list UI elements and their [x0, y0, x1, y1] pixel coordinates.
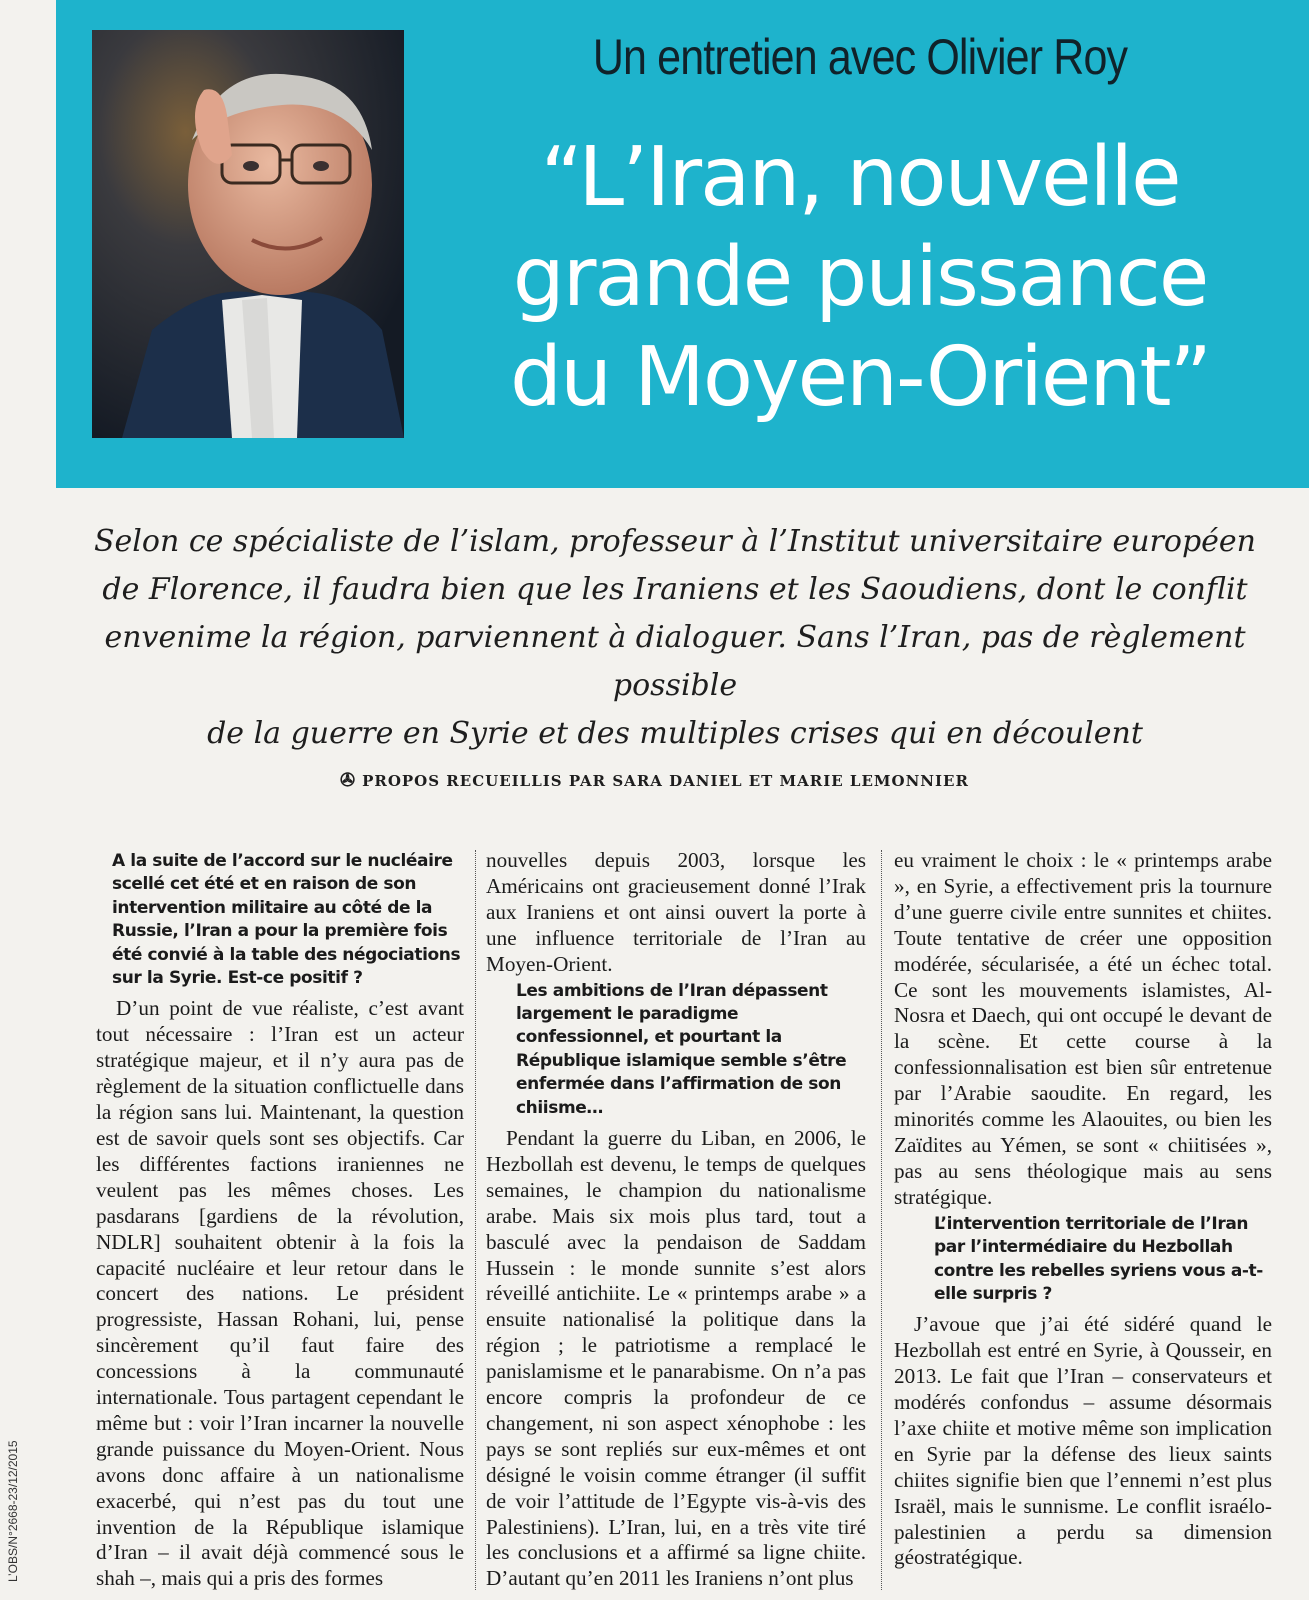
text-column-3	[894, 848, 1272, 1598]
article-kicker: Un entretien avec Olivier Roy	[592, 29, 1128, 85]
column-divider	[881, 850, 882, 1590]
text-column-1	[96, 848, 464, 1598]
standfirst-line: de la guerre en Syrie et des multiples crises qui en découlent	[207, 716, 1143, 751]
answer-continuation: eu vraiment le choix : le « printemps arabe », en Syrie, a effectivement pris la tournure d’une guerre civile entre sunnites et chiites. Toute tentative de créer une opposition modérée, sécularisée, a été un échec total. Ce sont les mouvements islamistes, Al-Nosra et Daech, qui ont occupé le devant de la scène. Et cette course à la confessionnalisation est bien sûr entretenue par l’Arabie saoudite. En regard, les minorités comme les Alaouites, ou bien les Zaïdites au Yémen, se sont « chiitisées », pas au sens théologique mais au sens stratégique.	[894, 848, 1272, 1209]
headline-line: du Moyen-Orient”	[510, 330, 1210, 425]
byline	[340, 770, 1040, 791]
interview-answer: D’un point de vue réaliste, c’est avant tout nécessaire : l’Iran est un acteur stratégique majeur, et il n’y aura pas de règlement de la situation conflictuelle dans la région sans lui. Maintenant, la question est de savoir quels sont ses objectifs. Car les différentes factions iraniennes ne veulent pas les mêmes choses. Les pasdarans [gardiens de la révolution, NDLR] souhaitent obtenir à la fois la capacité nucléaire et leur retour dans le concert des nations. Le président progressiste, Hassan Rohani, lui, pense sincèrement qu’il faut faire des concessions à la communauté internationale. Tous partagent cependant le même but : voir l’Iran incarner la nouvelle grande puissance du Moyen-Orient. Nous avons donc affaire à un nationalisme exacerbé, qui n’est pas du tout une invention de la République islamique d’Iran – il avait déjà commencé sous le shah –, mais qui a pris des formes	[96, 996, 464, 1591]
article-headline	[440, 128, 1280, 428]
interview-question: L’intervention territoriale de l’Iran par l’intermédiaire du Hezbollah contre les rebelles syriens vous a-t-elle surpris ?	[934, 1213, 1263, 1304]
column-divider	[475, 850, 476, 1590]
interview-answer: J’avoue que j’ai été sidéré quand le Hezbollah est entré en Syrie, à Qousseir, en 2013. Le fait que l’Iran – conservateurs et modérés confondus – assume désormais l’axe chiite et motive même son implication en Syrie par la défense des lieux saints chiites signifie bien que l’ennemi n’est plus Israël, mais le sunnisme. Le conflit israélo-palestinien a perdu sa dimension géostratégique.	[894, 1312, 1272, 1570]
headline-line: “L’Iran, nouvelle	[540, 130, 1180, 225]
interview-question: A la suite de l’accord sur le nucléaire scellé cet été et en raison de son intervention militaire au côté de la Russie, l’Iran a pour la première fois été convié à la table des négociations sur la Syrie. Est-ce positif ?	[112, 851, 461, 989]
article-standfirst	[60, 518, 1290, 758]
standfirst-line: de Florence, il faudra bien que les Iraniens et les Saoudiens, dont le conflit	[102, 572, 1248, 607]
interview-answer: Pendant la guerre du Liban, en 2006, le Hezbollah est devenu, le temps de quelques semaines, le champion du nationalisme arabe. Mais six mois plus tard, tout a basculé avec la pendaison de Saddam Hussein : le monde sunnite s’est alors réveillé antichiite. Le « printemps arabe » a ensuite nationalisé la politique dans la région ; le patriotisme a remplacé le panislamisme et le panarabisme. On n’a pas encore compris la profondeur de ce changement, ni son aspect xénophobe : les pays se sont repliés sur eux-mêmes et ont désigné le voisin comme étranger (il suffit de voir l’attitude de l’Egypte vis-à-vis des Palestiniens). L’Iran, lui, en a très vite tiré les conclusions et a affirmé sa ligne chiite. D’autant qu’en 2011 les Iraniens n’ont plus	[486, 1125, 866, 1591]
standfirst-line: Selon ce spécialiste de l’islam, professeur à l’Institut universitaire européen	[94, 524, 1256, 559]
page-folio: L’OBS/N°2668-23/12/2015	[6, 1440, 20, 1582]
byline-text: PROPOS RECUEILLIS PAR SARA DANIEL ET MARIE LEMONNIER	[362, 772, 969, 790]
answer-continuation: nouvelles depuis 2003, lorsque les Américains ont gracieusement donné l’Irak aux Iraniens et ont ainsi ouvert la porte à une influence territoriale de l’Iran au Moyen-Orient.	[486, 848, 866, 976]
interview-question: Les ambitions de l’Iran dépassent largement le paradigme confessionnel, et pourtant la République islamique semble s’être enfermée dans l’affirmation de son chiisme…	[516, 980, 847, 1118]
portrait-photo	[92, 30, 404, 438]
standfirst-line: envenime la région, parviennent à dialoguer. Sans l’Iran, pas de règlement possible	[104, 620, 1246, 703]
headline-line: grande puissance	[512, 230, 1208, 325]
text-column-2	[486, 848, 866, 1598]
star-icon: ✇	[340, 770, 357, 791]
